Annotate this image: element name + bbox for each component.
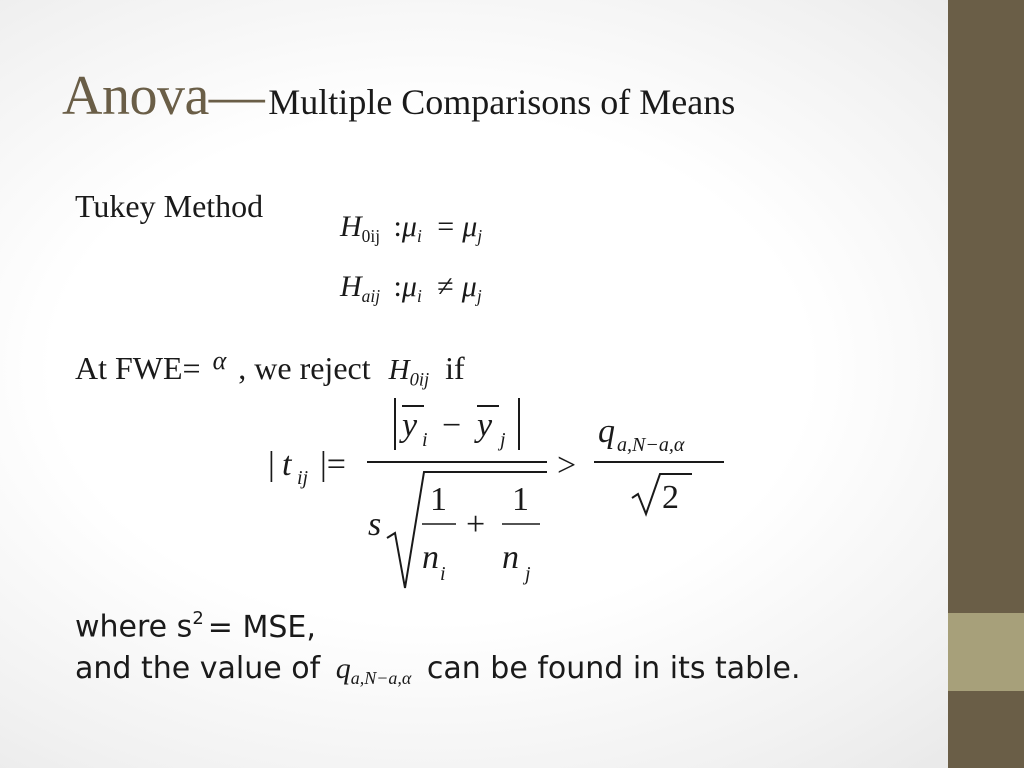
hyp-alt-rhs-sub: j xyxy=(476,286,482,307)
hyp-null-colon: : xyxy=(393,210,402,243)
hyp-alt-rel: ≠ xyxy=(437,270,454,303)
alt-hypothesis xyxy=(340,270,482,307)
footer-mse: = MSE, xyxy=(207,609,316,645)
footer-q: q xyxy=(335,652,351,685)
reject-suffix: if xyxy=(445,350,465,386)
hyp-null-lhs: μ xyxy=(401,210,417,243)
slide-title xyxy=(62,64,735,128)
reject-sentence xyxy=(75,346,465,391)
lhs-abs-open: | xyxy=(268,446,275,483)
hyp-alt-H: H xyxy=(340,270,362,303)
tukey-formula xyxy=(262,390,742,600)
reject-prefix: At FWE= xyxy=(75,350,201,386)
den-one-2: 1 xyxy=(512,481,529,518)
hyp-alt-colon: : xyxy=(393,270,402,303)
hyp-null-rhs-sub: j xyxy=(477,226,483,247)
rhs-q-sub: a,N−a,α xyxy=(617,434,685,456)
den-n-j: n xyxy=(502,539,519,576)
footer-value-of: and the value of xyxy=(75,651,321,686)
sidebar-accent-block xyxy=(948,613,1024,691)
right-sidebar-bar xyxy=(948,0,1024,768)
hyp-alt-rhs: μ xyxy=(461,270,477,303)
footer-sup-2: 2 xyxy=(192,608,204,629)
hyp-alt-lhs-sub: i xyxy=(416,286,422,307)
hyp-null-lhs-sub: i xyxy=(416,226,422,247)
num-y-j-sub: j xyxy=(500,429,506,451)
footer-line-2 xyxy=(75,651,801,689)
method-label: Tukey Method xyxy=(75,188,264,224)
hyp-alt-lhs: μ xyxy=(401,270,417,303)
hyp-null-sub: 0ij xyxy=(361,226,381,247)
title-subtitle: Multiple Comparisons of Means xyxy=(268,82,736,122)
num-minus: − xyxy=(442,407,462,444)
title-main: Anova— xyxy=(62,65,265,127)
alpha-symbol: α xyxy=(212,346,227,375)
greater-than: > xyxy=(557,447,577,484)
hyp-alt-sub: aij xyxy=(361,286,381,307)
lhs-abs-close-eq: |= xyxy=(320,446,346,483)
den-n-i: n xyxy=(422,539,439,576)
num-y-j: y xyxy=(477,407,493,444)
reject-middle: , we reject xyxy=(238,350,371,386)
lhs-t-sub: ij xyxy=(297,467,309,489)
null-hypothesis xyxy=(340,210,482,247)
hyp-null-H: H xyxy=(340,210,362,243)
rhs-q: q xyxy=(598,413,615,450)
num-y-i: y xyxy=(402,407,418,444)
den-plus: + xyxy=(466,506,486,543)
den-n-j-sub: j xyxy=(525,563,531,585)
den-one-1: 1 xyxy=(430,481,447,518)
reject-H-sub: 0ij xyxy=(409,369,430,391)
footer-line-1 xyxy=(75,608,316,645)
footer-where: where s xyxy=(75,609,193,645)
footer-table-text: can be found in its table. xyxy=(426,651,801,686)
reject-H: H xyxy=(388,354,410,386)
lhs-t: t xyxy=(282,446,292,483)
hyp-null-rel: = xyxy=(437,210,455,243)
hyp-null-rhs: μ xyxy=(462,210,478,243)
footer-q-sub: a,N−a,α xyxy=(350,668,412,688)
num-y-i-sub: i xyxy=(422,429,428,451)
rhs-two: 2 xyxy=(662,479,679,516)
den-s: s xyxy=(368,506,382,543)
den-n-i-sub: i xyxy=(440,563,446,585)
